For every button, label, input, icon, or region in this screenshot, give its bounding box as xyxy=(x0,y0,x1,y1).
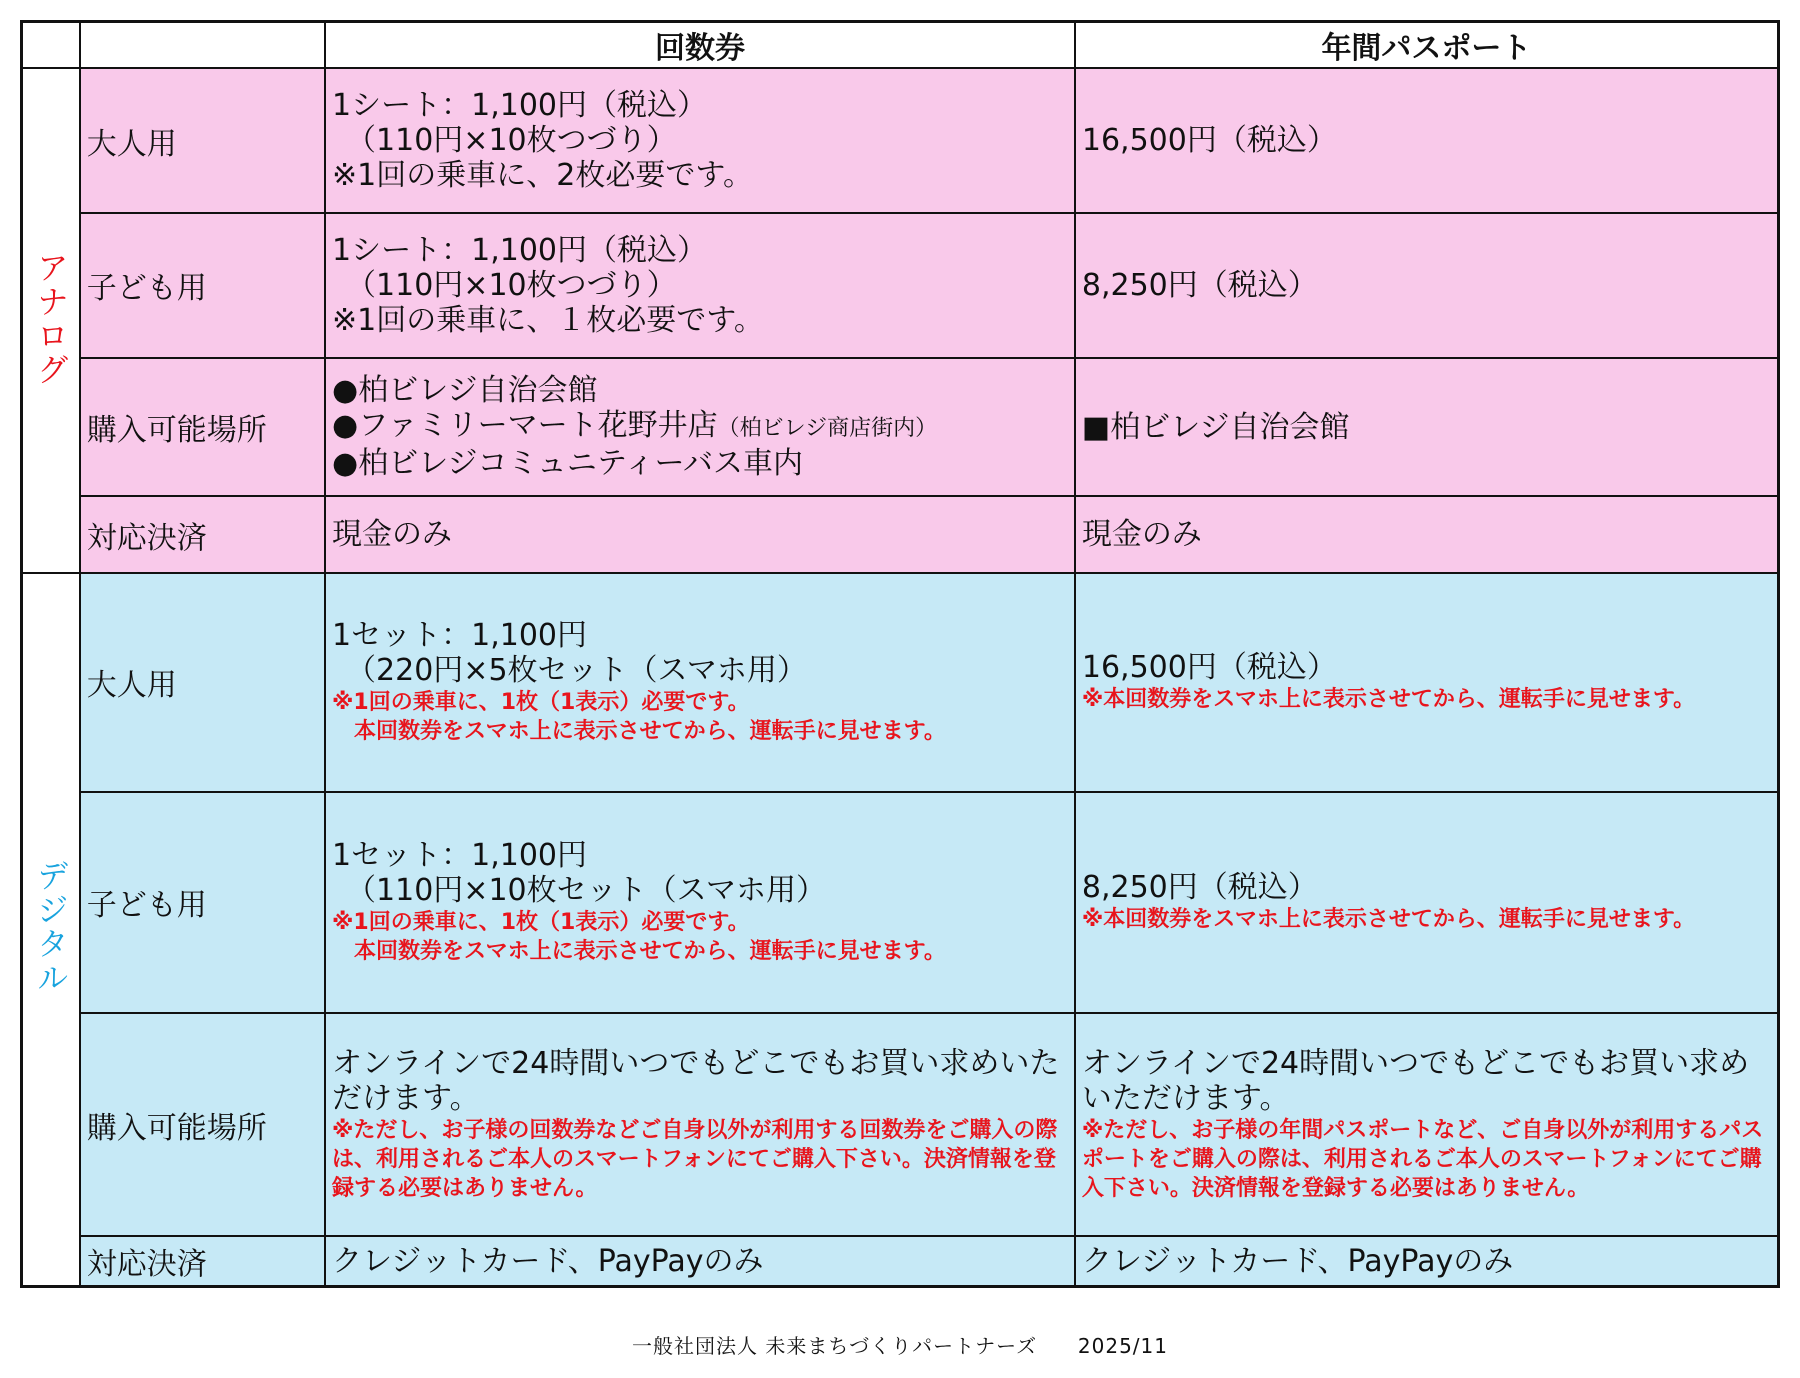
header-coupon: 回数券 xyxy=(325,22,1075,69)
digital-payment-coupon-cell xyxy=(325,1236,1075,1286)
footer xyxy=(0,1330,1800,1359)
digital-child-coupon-set: （110円×10枚セット（スマホ用） xyxy=(346,873,827,909)
header-pass: 年間パスポート xyxy=(1075,22,1779,69)
analog-purchase-place-2-note: （柏ビレジ商店街内） xyxy=(717,416,938,442)
analog-purchase-pass-cell xyxy=(1075,358,1779,497)
digital-payment-label-cell xyxy=(80,1236,325,1286)
analog-purchase-row xyxy=(22,358,1779,497)
analog-adult-coupon-price: 1シート：1,100円（税込） xyxy=(332,88,708,124)
digital-adult-pass-note: ※本回数券をスマホ上に表示させてから、運転手に見せます。 xyxy=(1081,687,1696,713)
digital-payment-label: 対応決済 xyxy=(86,1247,207,1283)
analog-child-label: 子ども用 xyxy=(86,271,207,307)
digital-purchase-coupon-cell xyxy=(325,1013,1075,1236)
analog-child-coupon-price: 1シート：1,100円（税込） xyxy=(332,232,708,268)
digital-payment-pass-cell xyxy=(1075,1236,1779,1286)
digital-adult-coupon-note-1: ※1回の乗車に、1枚（1表示）必要です。 xyxy=(332,690,750,716)
analog-payment-label: 対応決済 xyxy=(86,520,207,556)
analog-child-coupon-set: （110円×10枚つづり） xyxy=(346,267,677,303)
analog-purchase-pass-place: ■柏ビレジ自治会館 xyxy=(1081,409,1350,445)
digital-child-pass-note: ※本回数券をスマホ上に表示させてから、運転手に見せます。 xyxy=(1081,907,1696,933)
digital-payment-pass: クレジットカード、PayPayのみ xyxy=(1081,1243,1514,1279)
digital-child-label-cell xyxy=(80,792,325,1013)
digital-adult-pass-price: 16,500円（税込） xyxy=(1081,650,1337,686)
digital-child-row xyxy=(22,792,1779,1013)
footer-organization: 一般社団法人 未来まちづくりパートナーズ xyxy=(632,1334,1038,1358)
analog-child-row xyxy=(22,213,1779,358)
digital-purchase-coupon-text: オンラインで24時間いつでもどこでもお買い求めいただけます。 xyxy=(332,1046,1060,1117)
analog-adult-label-cell xyxy=(80,68,325,213)
analog-purchase-coupon-cell xyxy=(325,358,1075,497)
digital-child-pass-price: 8,250円（税込） xyxy=(1081,870,1318,906)
analog-payment-coupon: 現金のみ xyxy=(332,517,453,553)
digital-adult-coupon-note-2: 本回数券をスマホ上に表示させてから、運転手に見せます。 xyxy=(354,719,946,745)
digital-child-label: 子ども用 xyxy=(86,888,207,924)
analog-purchase-label-cell xyxy=(80,358,325,497)
footer-date: 2025/11 xyxy=(1077,1334,1168,1358)
analog-child-coupon-cell xyxy=(325,213,1075,358)
digital-group-cell xyxy=(22,573,80,1287)
digital-adult-label-cell xyxy=(80,573,325,792)
analog-child-pass-price: 8,250円（税込） xyxy=(1081,267,1318,303)
analog-adult-coupon-set: （110円×10枚つづり） xyxy=(346,123,677,159)
analog-purchase-place-1: ●柏ビレジ自治会館 xyxy=(332,373,598,409)
digital-purchase-coupon-note: ※ただし、お子様の回数券などご自身以外が利用する回数券をご購入の際は、利用されるご本人のスマートフォンにてご購入下さい。決済情報を登録する必要はありません。 xyxy=(332,1118,1058,1202)
digital-adult-pass-cell xyxy=(1075,573,1779,792)
analog-payment-coupon-cell xyxy=(325,496,1075,572)
analog-group-label: アナログ xyxy=(31,250,70,387)
digital-purchase-row xyxy=(22,1013,1779,1236)
digital-group-label: デジタル xyxy=(31,859,70,996)
header-row xyxy=(22,22,1779,69)
digital-purchase-pass-note: ※ただし、お子様の年間パスポートなど、ご自身以外が利用するパスポートをご購入の際は、利用されるご本人のスマートフォンにてご購入下さい。決済情報を登録する必要はありません。 xyxy=(1081,1118,1764,1202)
analog-payment-pass: 現金のみ xyxy=(1081,517,1202,553)
analog-adult-label: 大人用 xyxy=(86,126,177,162)
digital-child-coupon-note-2: 本回数券をスマホ上に表示させてから、運転手に見せます。 xyxy=(354,939,946,965)
digital-child-coupon-price: 1セット：1,100円 xyxy=(332,838,588,874)
digital-adult-coupon-cell xyxy=(325,573,1075,792)
digital-adult-coupon-set: （220円×5枚セット（スマホ用） xyxy=(346,653,807,689)
analog-group-cell xyxy=(22,68,80,573)
digital-purchase-label-cell xyxy=(80,1013,325,1236)
digital-child-coupon-cell xyxy=(325,792,1075,1013)
analog-payment-pass-cell xyxy=(1075,496,1779,572)
analog-adult-row xyxy=(22,68,1779,213)
digital-purchase-pass-cell xyxy=(1075,1013,1779,1236)
header-empty-group xyxy=(22,22,80,69)
analog-child-label-cell xyxy=(80,213,325,358)
analog-adult-coupon-cell xyxy=(325,68,1075,213)
analog-adult-coupon-usage: ※1回の乗車に、2枚必要です。 xyxy=(332,158,753,194)
digital-child-coupon-note-1: ※1回の乗車に、1枚（1表示）必要です。 xyxy=(332,910,750,936)
digital-child-pass-cell xyxy=(1075,792,1779,1013)
analog-adult-pass-price: 16,500円（税込） xyxy=(1081,123,1337,159)
analog-child-pass-cell xyxy=(1075,213,1779,358)
analog-child-coupon-usage: ※1回の乗車に、１枚必要です。 xyxy=(332,302,764,338)
digital-purchase-pass-text: オンラインで24時間いつでもどこでもお買い求めいただけます。 xyxy=(1081,1046,1750,1117)
digital-adult-label: 大人用 xyxy=(86,668,177,704)
digital-adult-coupon-price: 1セット：1,100円 xyxy=(332,618,588,654)
analog-purchase-place-2 xyxy=(332,408,1068,446)
analog-adult-pass-cell xyxy=(1075,68,1779,213)
analog-purchase-label: 購入可能場所 xyxy=(86,413,267,449)
header-empty-label xyxy=(80,22,325,69)
analog-payment-row xyxy=(22,496,1779,572)
digital-payment-row xyxy=(22,1236,1779,1286)
analog-payment-label-cell xyxy=(80,496,325,572)
digital-adult-row xyxy=(22,573,1779,792)
fare-table xyxy=(20,20,1780,1288)
digital-purchase-label: 購入可能場所 xyxy=(86,1110,267,1146)
analog-purchase-place-2-name: ●ファミリーマート花野井店 xyxy=(332,408,718,444)
analog-purchase-place-3: ●柏ビレジコミュニティーバス車内 xyxy=(332,446,803,482)
digital-payment-coupon: クレジットカード、PayPayのみ xyxy=(332,1243,764,1279)
